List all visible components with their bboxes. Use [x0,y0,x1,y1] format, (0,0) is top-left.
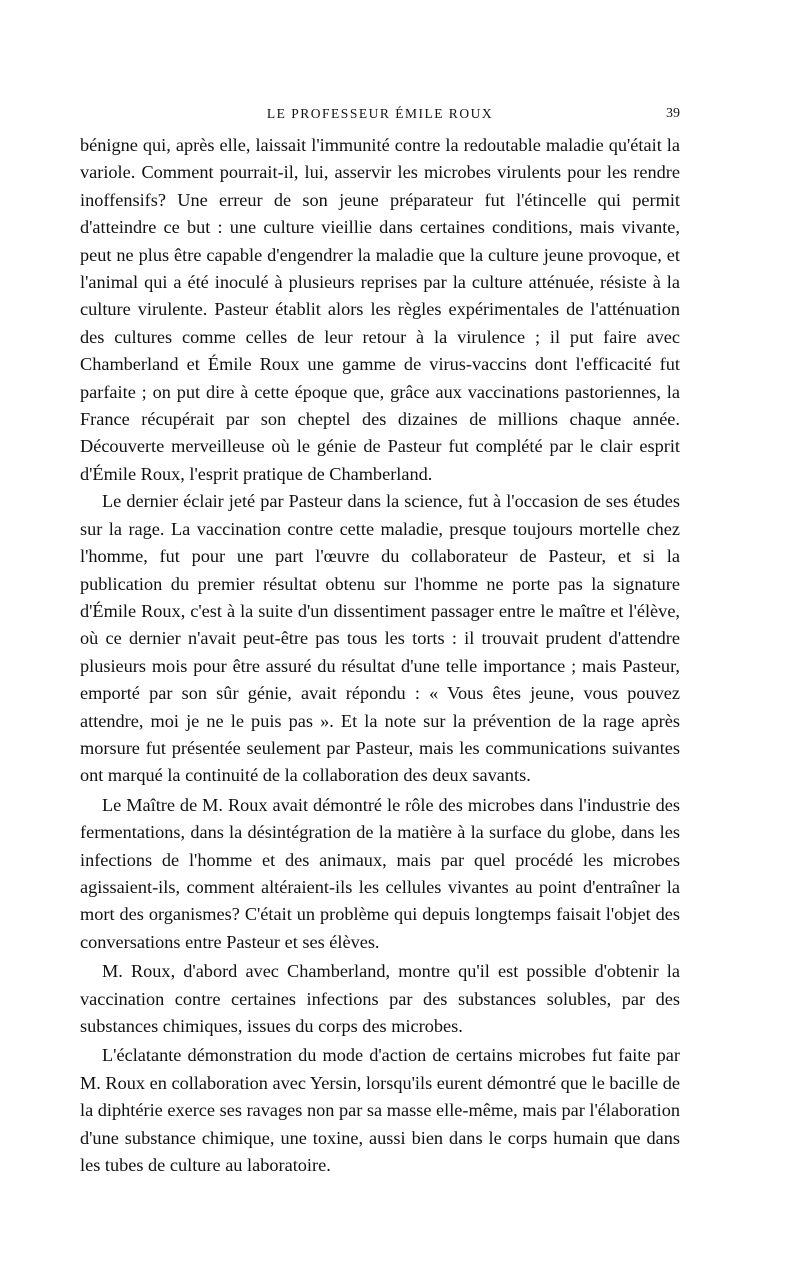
running-title: LE PROFESSEUR ÉMILE ROUX [266,106,494,121]
paragraph-rage: Le dernier éclair jeté par Pasteur dans la science, fut à l'occasion de ses études sur la rage. La vaccination contre cette maladie, presque toujours mortelle chez l'homme, fut pour une part l'œuvre du collaborateur de Pasteur, et si la publication du premier résultat obtenu sur l'homme ne porte pas la signature d'Émile Roux, c'est à la suite d'un dissentiment passager entre le maître et l'élève, où ce dernier n'avait peut-être pas tous les torts : il trouvait prudent d'attendre plusieurs mois pour être assuré du résultat d'une telle importance ; mais Pasteur, emporté par son sûr génie, avait répondu : « Vous êtes jeune, vous pouvez attendre, moi je ne le puis pas ». Et la note sur la prévention de la rage après morsure fut présentée seulement par Pasteur, mais les communications suivantes ont marqué la continuité de la collaboration des deux savants. [80,491,680,786]
paragraph-diphtheria: L'éclatante démonstration du mode d'action de certains microbes fut faite par M. Roux en collaboration avec Yersin, lorsqu'ils eurent démontré que le bacille de la diphtérie exerce ses ravages non par sa masse elle-même, mais par l'élaboration d'une substance chimique, une toxine, aussi bien dans le corps humain que dans les tubes de culture au laboratoire. [80,1045,680,1176]
paragraph-microbes-role: Le Maître de M. Roux avait démontré le rôle des microbes dans l'industrie des fermentations, dans la désintégration de la matière à la surface du globe, dans les infections de l'homme et des animaux, mais par quel procédé les microbes agissaient-ils, comment altéraient-ils les cellules vivantes au point d'entraîner la mort des organismes? C'était un problème qui depuis longtemps faisait l'objet des conversations entre Pasteur et ses élèves. [80,794,680,952]
page-number: 39 [666,106,680,121]
paragraph-soluble-substances: M. Roux, d'abord avec Chamberland, montre qu'il est possible d'obtenir la vaccination contre certaines infections par des substances solubles, par des substances chimiques, issues du corps des microbes. [80,961,680,1036]
body-text [80,132,680,1179]
running-head [80,106,680,126]
paragraph-continuation: bénigne qui, après elle, laissait l'immunité contre la redoutable maladie qu'était la variole. Comment pourrait-il, lui, asservir les microbes virulents pour les rendre inoffensifs? Une erreur de son jeune préparateur fut l'étincelle qui permit d'atteindre ce but : une culture vieillie dans certaines conditions, mais vivante, peut ne plus être capable d'engendrer la maladie que la culture jeune provoque, et l'animal qui a été inoculé à plusieurs reprises par la culture atténuée, résiste à la culture virulente. Pasteur établit alors les règles expérimentales de l'atténuation des cultures comme celles de leur retour à la virulence ; il put faire avec Chamberland et Émile Roux une gamme de virus-vaccins dont l'efficacité fut parfaite ; on put dire à cette époque que, grâce aux vaccinations pastoriennes, la France récupérait par son cheptel des dizaines de millions chaque année. Découverte merveilleuse où le génie de Pasteur fut complété par le clair esprit d'Émile Roux, l'esprit pratique de Chamberland. [80,135,680,484]
